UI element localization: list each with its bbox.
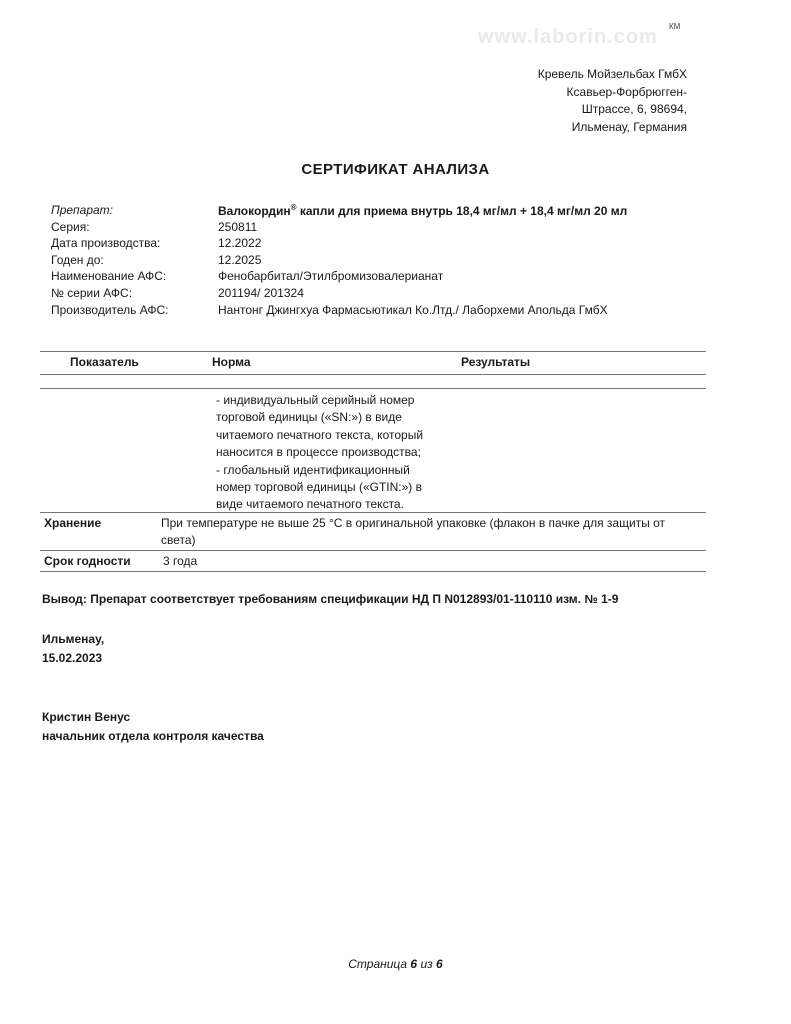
storage-line: При температуре не выше 25 °C в оригинальной упаковке (флакон в пачке для защиты от (161, 516, 666, 530)
product-name: Валокордин (218, 204, 291, 218)
signer-title: начальник отдела контроля качества (42, 729, 264, 743)
norm-line: номер торговой единицы («GTIN:») в (216, 480, 423, 495)
storage-label: Хранение (44, 516, 102, 530)
address-line: Кревель Мойзельбах ГмбХ (537, 67, 687, 81)
info-label: Дата производства: (51, 236, 161, 251)
table-top-rule (40, 351, 706, 352)
info-value: Нантонг Джингхуа Фармасьютикал Ко.Лтд./ Лаборхеми Апольда ГмбХ (218, 302, 608, 317)
place-date-block (42, 630, 104, 668)
registered-mark: ® (290, 203, 297, 212)
logo-trademark: КМ (669, 22, 681, 31)
company-logo-watermark: www.laborin.com (478, 26, 658, 48)
page-number: 6 (410, 957, 418, 971)
storage-value (161, 515, 665, 550)
product-description: капли для приема внутрь 18,4 мг/мл + 18,4 мг/мл 20 мл (296, 204, 628, 218)
table-row-rule (40, 550, 706, 551)
info-value: 250811 (218, 219, 258, 234)
info-label: Серия: (51, 219, 90, 234)
storage-line: света) (161, 533, 196, 548)
info-value: 201194/ 201324 (218, 285, 304, 300)
info-value: Фенобарбитал/Этилбромизовалерианат (218, 269, 444, 284)
shelf-life-value: 3 года (163, 554, 198, 568)
column-header-parameter: Показатель (70, 355, 139, 369)
norm-line: читаемого печатного текста, который (216, 427, 424, 442)
info-label: Годен до: (51, 252, 104, 267)
page-total: 6 (436, 957, 443, 971)
address-line: Ксавьер-Форбрюгген- (566, 84, 687, 99)
table-header-rule (40, 374, 706, 375)
document-title: СЕРТИФИКАТ АНАЛИЗА (301, 161, 490, 178)
signature-block (42, 708, 264, 746)
shelf-life-label: Срок годности (44, 554, 131, 568)
info-label: Препарат: (51, 203, 113, 217)
info-value: 12.2022 (218, 236, 262, 251)
info-label: Производитель АФС: (51, 302, 169, 317)
info-value: 12.2025 (218, 252, 262, 267)
column-header-results: Результаты (461, 355, 531, 369)
info-value (218, 203, 627, 218)
norm-line: - глобальный идентификационный (216, 462, 410, 477)
table-bottom-rule (40, 571, 706, 572)
address-line: Ильменау, Германия (571, 119, 687, 134)
conclusion: Вывод: Препарат соответствует требованиям спецификации НД П N012893/01-110110 изм. № 1-9 (42, 592, 619, 606)
column-header-norm: Норма (212, 355, 251, 369)
info-label: № серии АФС: (51, 285, 133, 300)
table-subheader-rule (40, 388, 706, 389)
footer-middle: из (417, 957, 437, 971)
norm-text (216, 392, 423, 514)
norm-line: виде читаемого печатного текста. (216, 497, 404, 512)
page-footer (0, 957, 791, 971)
info-label: Наименование АФС: (51, 269, 167, 284)
norm-line: - индивидуальный серийный номер (216, 393, 415, 407)
address-line: Штрассе, 6, 98694, (581, 102, 687, 116)
footer-prefix: Страница (348, 957, 411, 971)
norm-line: торговой единицы («SN:») в виде (216, 410, 402, 425)
table-row-rule (40, 512, 706, 513)
norm-line: наносится в процессе производства; (216, 445, 421, 460)
date: 15.02.2023 (42, 651, 103, 665)
place: Ильменау, (42, 632, 105, 646)
company-address (538, 66, 687, 136)
signer-name: Кристин Венус (42, 710, 131, 724)
